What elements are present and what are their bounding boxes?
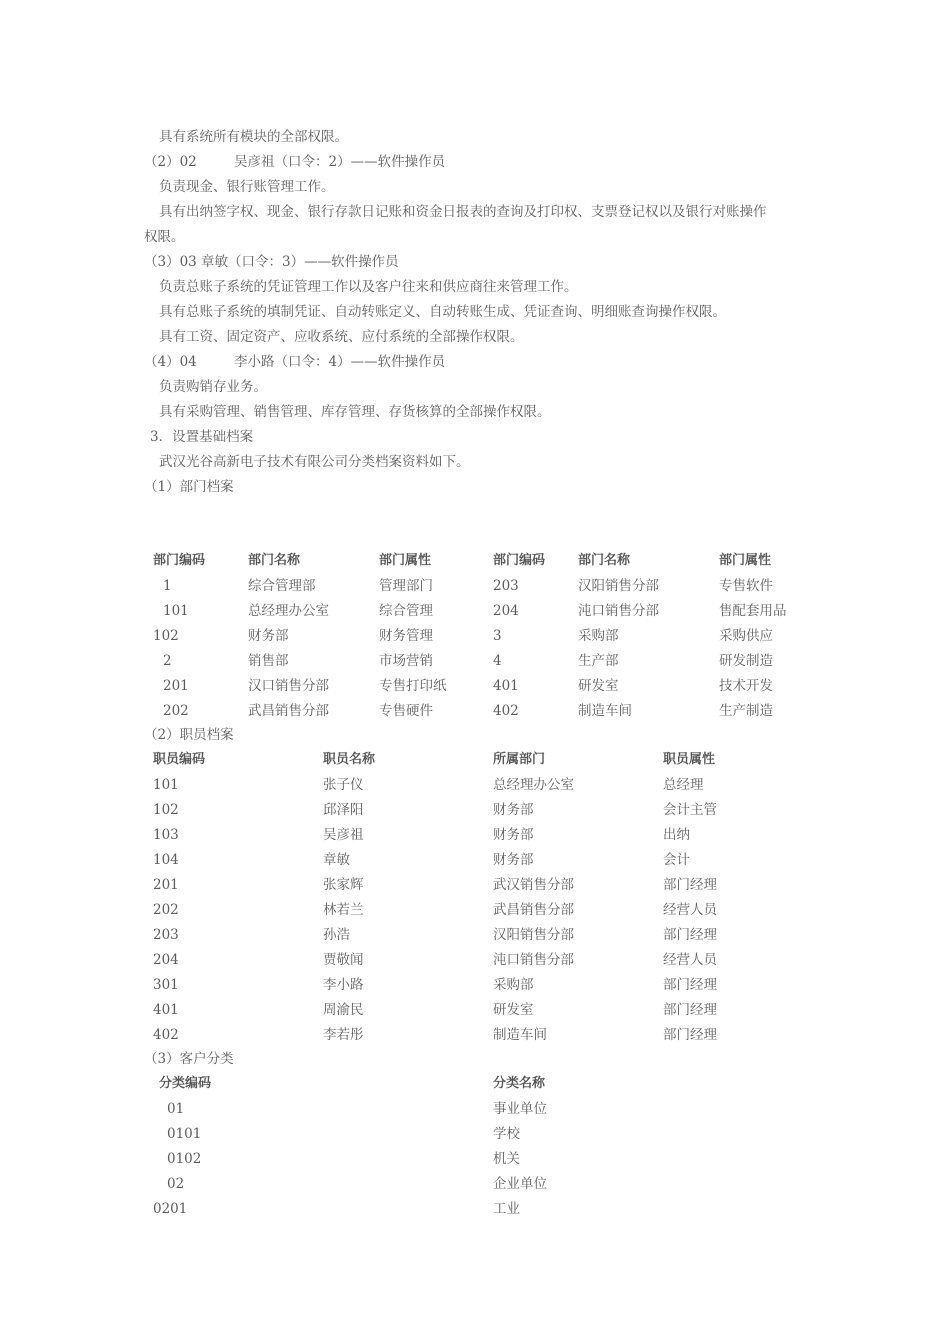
text-line: （2）02 bbox=[144, 154, 197, 170]
table-header: 部门编码 bbox=[153, 553, 206, 568]
table-cell: 经营人员 bbox=[663, 952, 717, 968]
table-cell: 401 bbox=[153, 1002, 179, 1018]
table-cell: 201 bbox=[153, 877, 179, 893]
text-line: 李小路（口令：4）——软件操作员 bbox=[234, 354, 446, 370]
table-cell: 会计主管 bbox=[663, 802, 717, 818]
table-cell: 101 bbox=[153, 777, 179, 793]
table-cell: 202 bbox=[163, 703, 189, 719]
table-header: 职员编码 bbox=[153, 752, 206, 767]
table-cell: 出纳 bbox=[663, 827, 690, 843]
table-cell: 202 bbox=[153, 902, 179, 918]
text-line: 吴彦祖（口令：2）——软件操作员 bbox=[234, 154, 446, 170]
table-header: 分类编码 bbox=[159, 1076, 212, 1091]
table-cell: 制造车间 bbox=[493, 1027, 547, 1043]
subsection-heading: （1）部门档案 bbox=[144, 479, 234, 495]
table-cell: 3 bbox=[493, 628, 502, 644]
table-cell: 部门经理 bbox=[663, 977, 717, 993]
text-line: （3）03 章敏（口令：3）——软件操作员 bbox=[144, 254, 399, 270]
table-header: 部门编码 bbox=[493, 553, 546, 568]
table-cell: 部门经理 bbox=[663, 1027, 717, 1043]
table-cell: 邱泽阳 bbox=[323, 802, 364, 818]
text-line: 具有采购管理、销售管理、库存管理、存货核算的全部操作权限。 bbox=[159, 404, 551, 420]
table-cell: 武昌销售分部 bbox=[493, 902, 574, 918]
table-cell: 402 bbox=[493, 703, 519, 719]
text-line: 具有总账子系统的填制凭证、自动转账定义、自动转账生成、凭证查询、明细账查询操作权限。 bbox=[159, 304, 726, 320]
table-cell: 4 bbox=[493, 653, 502, 669]
table-cell: 财务部 bbox=[493, 852, 534, 868]
table-cell: 武汉销售分部 bbox=[493, 877, 574, 893]
table-cell: 汉阳销售分部 bbox=[578, 578, 659, 594]
table-cell: 会计 bbox=[663, 852, 690, 868]
table-cell: 专售打印纸 bbox=[379, 678, 447, 694]
text-line: 负责购销存业务。 bbox=[159, 379, 267, 395]
table-cell: 技术开发 bbox=[719, 678, 773, 694]
table-cell: 研发室 bbox=[578, 678, 619, 694]
table-cell: 汉口销售分部 bbox=[248, 678, 329, 694]
table-cell: 销售部 bbox=[248, 653, 289, 669]
table-cell: 203 bbox=[493, 578, 519, 594]
table-cell: 章敏 bbox=[323, 852, 350, 868]
table-header: 职员名称 bbox=[323, 752, 376, 767]
table-cell: 0201 bbox=[153, 1201, 188, 1217]
text-line: 负责总账子系统的凭证管理工作以及客户往来和供应商往来管理工作。 bbox=[159, 279, 578, 295]
table-cell: 01 bbox=[167, 1101, 185, 1117]
text-line: 具有系统所有模块的全部权限。 bbox=[159, 129, 348, 145]
table-cell: 财务部 bbox=[248, 628, 289, 644]
table-header: 部门属性 bbox=[719, 553, 772, 568]
table-cell: 李小路 bbox=[323, 977, 364, 993]
table-cell: 财务部 bbox=[493, 802, 534, 818]
table-cell: 综合管理部 bbox=[248, 578, 316, 594]
table-cell: 研发室 bbox=[493, 1002, 534, 1018]
text-line: 负责现金、银行账管理工作。 bbox=[159, 179, 335, 195]
table-cell: 0102 bbox=[167, 1151, 202, 1167]
table-cell: 部门经理 bbox=[663, 1002, 717, 1018]
text-line: 权限。 bbox=[144, 229, 185, 245]
table-cell: 采购部 bbox=[578, 628, 619, 644]
table-cell: 2 bbox=[163, 653, 172, 669]
table-cell: 部门经理 bbox=[663, 927, 717, 943]
table-header: 部门名称 bbox=[578, 553, 631, 568]
table-cell: 总经理办公室 bbox=[248, 603, 329, 619]
table-cell: 201 bbox=[163, 678, 189, 694]
table-cell: 售配套用品 bbox=[719, 603, 787, 619]
table-cell: 学校 bbox=[493, 1126, 520, 1142]
table-cell: 部门经理 bbox=[663, 877, 717, 893]
table-cell: 李若彤 bbox=[323, 1027, 364, 1043]
table-cell: 周渝民 bbox=[323, 1002, 364, 1018]
text-line: 武汉光谷高新电子技术有限公司分类档案资料如下。 bbox=[159, 454, 470, 470]
table-cell: 财务管理 bbox=[379, 628, 433, 644]
table-cell: 1 bbox=[163, 578, 172, 594]
table-cell: 企业单位 bbox=[493, 1176, 547, 1192]
table-cell: 工业 bbox=[493, 1201, 520, 1217]
subsection-heading: （3）客户分类 bbox=[144, 1051, 234, 1067]
table-header: 职员属性 bbox=[663, 752, 716, 767]
table-cell: 汉阳销售分部 bbox=[493, 927, 574, 943]
table-cell: 事业单位 bbox=[493, 1101, 547, 1117]
table-header: 部门名称 bbox=[248, 553, 301, 568]
table-cell: 采购供应 bbox=[719, 628, 773, 644]
table-cell: 张家辉 bbox=[323, 877, 364, 893]
table-cell: 武昌销售分部 bbox=[248, 703, 329, 719]
table-cell: 402 bbox=[153, 1027, 179, 1043]
table-cell: 204 bbox=[153, 952, 179, 968]
table-cell: 104 bbox=[153, 852, 179, 868]
table-cell: 机关 bbox=[493, 1151, 520, 1167]
table-cell: 301 bbox=[153, 977, 179, 993]
table-cell: 专售软件 bbox=[719, 578, 773, 594]
table-cell: 总经理 bbox=[663, 777, 704, 793]
table-cell: 贾敬闻 bbox=[323, 952, 364, 968]
table-cell: 102 bbox=[153, 628, 179, 644]
table-cell: 采购部 bbox=[493, 977, 534, 993]
table-cell: 吴彦祖 bbox=[323, 827, 364, 843]
table-header: 所属部门 bbox=[493, 752, 546, 767]
table-cell: 专售硬件 bbox=[379, 703, 433, 719]
table-cell: 总经理办公室 bbox=[493, 777, 574, 793]
table-cell: 204 bbox=[493, 603, 519, 619]
table-cell: 经营人员 bbox=[663, 902, 717, 918]
table-cell: 103 bbox=[153, 827, 179, 843]
table-header: 分类名称 bbox=[493, 1076, 546, 1091]
text-line: 具有出纳签字权、现金、银行存款日记账和资金日报表的查询及打印权、支票登记权以及银行对账操作 bbox=[159, 204, 767, 220]
table-cell: 制造车间 bbox=[578, 703, 632, 719]
table-cell: 林若兰 bbox=[323, 902, 364, 918]
text-line: 具有工资、固定资产、应收系统、应付系统的全部操作权限。 bbox=[159, 329, 524, 345]
table-cell: 生产制造 bbox=[719, 703, 773, 719]
table-cell: 02 bbox=[167, 1176, 185, 1192]
table-cell: 生产部 bbox=[578, 653, 619, 669]
table-cell: 401 bbox=[493, 678, 519, 694]
table-cell: 101 bbox=[163, 603, 189, 619]
table-cell: 203 bbox=[153, 927, 179, 943]
table-cell: 张子仪 bbox=[323, 777, 364, 793]
subsection-heading: （2）职员档案 bbox=[144, 727, 234, 743]
table-cell: 综合管理 bbox=[379, 603, 433, 619]
table-cell: 市场营销 bbox=[379, 653, 433, 669]
table-cell: 孙浩 bbox=[323, 927, 350, 943]
table-header: 部门属性 bbox=[379, 553, 432, 568]
table-cell: 沌口销售分部 bbox=[493, 952, 574, 968]
section-heading: 3．设置基础档案 bbox=[150, 429, 254, 445]
table-cell: 沌口销售分部 bbox=[578, 603, 659, 619]
table-cell: 管理部门 bbox=[379, 578, 433, 594]
text-line: （4）04 bbox=[144, 354, 197, 370]
table-cell: 财务部 bbox=[493, 827, 534, 843]
table-cell: 102 bbox=[153, 802, 179, 818]
table-cell: 研发制造 bbox=[719, 653, 773, 669]
table-cell: 0101 bbox=[167, 1126, 202, 1142]
